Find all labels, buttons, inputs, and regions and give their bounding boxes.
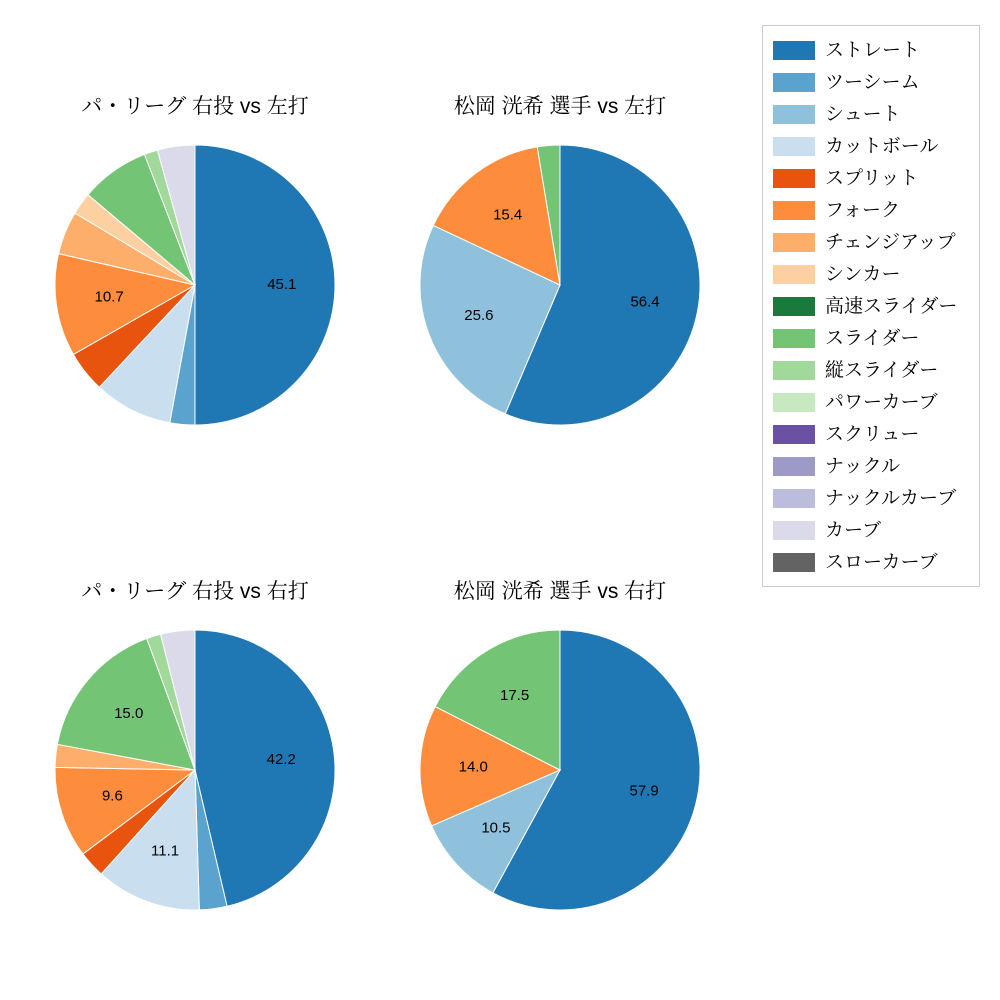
legend-label: ナックル (825, 455, 901, 477)
pie-chart-1 (385, 120, 735, 450)
legend-swatch (773, 361, 815, 380)
legend-item (773, 194, 969, 226)
legend-label: シンカー (825, 263, 901, 285)
pie-slice-label: 11.1 (151, 842, 180, 860)
legend-item (773, 162, 969, 194)
legend-swatch (773, 201, 815, 220)
chart-cell-bottom-left (20, 575, 370, 935)
legend-label: スライダー (825, 327, 920, 349)
pie-svg (385, 605, 735, 935)
legend-swatch (773, 73, 815, 92)
legend-item (773, 514, 969, 546)
pie-slice-label: 57.9 (629, 782, 659, 800)
chart-cell-top-left (20, 90, 370, 450)
pie-svg (385, 120, 735, 450)
legend-label: パワーカーブ (825, 391, 938, 413)
legend-item (773, 290, 969, 322)
pie-slice-label: 56.4 (630, 293, 660, 311)
chart-title: パ・リーグ 右投 vs 右打 (81, 580, 309, 603)
pie-chart-0 (20, 120, 370, 450)
chart-cell-bottom-right (385, 575, 735, 935)
chart-title: パ・リーグ 右投 vs 左打 (81, 95, 309, 118)
pie-svg (20, 605, 370, 935)
legend-item (773, 322, 969, 354)
pie-slice-label: 10.5 (481, 819, 511, 837)
legend-swatch (773, 425, 815, 444)
legend-label: スクリュー (825, 423, 920, 445)
pie-slice-label: 15.4 (493, 206, 523, 224)
pie-chart-2 (20, 605, 370, 935)
legend-swatch (773, 521, 815, 540)
legend-item (773, 418, 969, 450)
legend-item (773, 450, 969, 482)
legend-label: フォーク (825, 199, 901, 221)
legend-label: スローカーブ (825, 551, 938, 573)
legend-label: ナックルカーブ (825, 487, 957, 509)
pie-slice-label: 25.6 (464, 306, 494, 324)
legend-label: スプリット (825, 167, 919, 189)
legend-swatch (773, 137, 815, 156)
pie-slice-label: 14.0 (458, 758, 488, 776)
pie-chart-3 (385, 605, 735, 935)
pie-slice-label: 15.0 (114, 704, 144, 722)
legend-swatch (773, 329, 815, 348)
legend-swatch (773, 105, 815, 124)
pie-slice-label: 42.2 (266, 750, 296, 768)
pie-slice-label: 10.7 (94, 288, 124, 306)
legend-swatch (773, 553, 815, 572)
legend-label: シュート (825, 103, 901, 125)
chart-title: 松岡 洸希 選手 vs 右打 (453, 580, 667, 603)
legend-item (773, 386, 969, 418)
legend-label: チェンジアップ (825, 231, 956, 253)
legend-item (773, 130, 969, 162)
legend-swatch (773, 233, 815, 252)
legend-item (773, 98, 969, 130)
legend-label: ストレート (825, 39, 921, 61)
chart-cell-top-right (385, 90, 735, 450)
legend-item (773, 66, 969, 98)
pie-slice (195, 145, 335, 425)
legend-item (773, 258, 969, 290)
legend-swatch (773, 489, 815, 508)
legend-swatch (773, 169, 815, 188)
legend (762, 25, 980, 587)
chart-title: 松岡 洸希 選手 vs 左打 (453, 95, 667, 118)
pie-slice-label: 17.5 (500, 686, 530, 704)
legend-label: 高速スライダー (825, 295, 958, 317)
legend-swatch (773, 41, 815, 60)
legend-swatch (773, 393, 815, 412)
legend-swatch (773, 297, 815, 316)
legend-item (773, 34, 969, 66)
legend-item (773, 354, 969, 386)
legend-swatch (773, 457, 815, 476)
legend-item (773, 226, 969, 258)
pie-slice-label: 9.6 (101, 787, 123, 805)
legend-item (773, 482, 969, 514)
legend-label: カットボール (825, 135, 939, 157)
pie-svg (20, 120, 370, 450)
legend-swatch (773, 265, 815, 284)
legend-label: ツーシーム (825, 71, 920, 93)
legend-label: 縦スライダー (825, 359, 939, 381)
legend-item (773, 546, 969, 578)
pie-slice-label: 45.1 (267, 275, 297, 293)
legend-label: カーブ (825, 519, 882, 541)
